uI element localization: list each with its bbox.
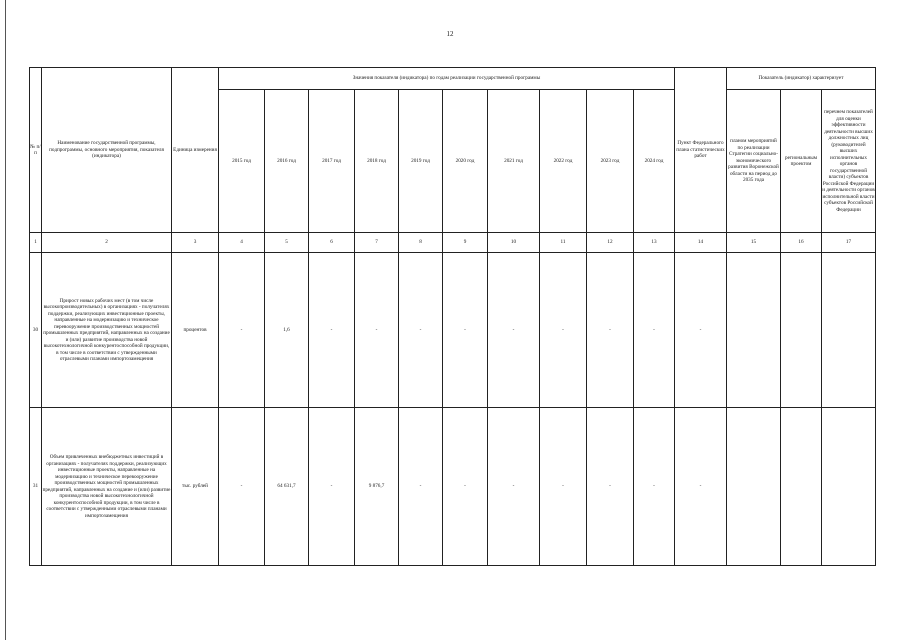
row-strategy xyxy=(727,408,781,566)
col-number: 11 xyxy=(540,233,587,253)
row-regional-project xyxy=(781,408,822,566)
row-value: - xyxy=(309,408,355,566)
col-number: 12 xyxy=(587,233,634,253)
col-number: 17 xyxy=(822,233,876,253)
row-number: 30 xyxy=(30,253,42,408)
row-strategy xyxy=(727,253,781,408)
header-year: 2018 год xyxy=(355,90,399,233)
col-number: 16 xyxy=(781,233,822,253)
row-value: - xyxy=(443,408,488,566)
header-values-group: Значения показателя (индикатора) по годам реализации государственной программы xyxy=(219,68,675,90)
row-value: - xyxy=(443,253,488,408)
row-number: 31 xyxy=(30,408,42,566)
col-number: 9 xyxy=(443,233,488,253)
header-evaluation: перечнем показателей для оценки эффективности деятельности высших должностных лиц (руководителей высших исполнительных органов государственной власти) субъектов Российской Федерации и деятельности органов исполнительной власти субъектов Российской Федерации xyxy=(822,90,876,233)
row-value: - xyxy=(399,253,443,408)
header-federal-plan: Пункт Федерального плана статистических работ xyxy=(675,68,727,233)
header-year: 2022 год xyxy=(540,90,587,233)
indicators-table xyxy=(29,67,876,566)
col-number: 3 xyxy=(172,233,219,253)
header-regional-project: региональным проектом xyxy=(781,90,822,233)
row-evaluation xyxy=(822,253,876,408)
header-year: 2017 год xyxy=(309,90,355,233)
col-number: 2 xyxy=(42,233,172,253)
header-year: 2016 год xyxy=(265,90,309,233)
row-value: - xyxy=(219,408,265,566)
row-value: - xyxy=(399,408,443,566)
col-number: 14 xyxy=(675,233,727,253)
row-value: - xyxy=(634,253,675,408)
header-year: 2020 год xyxy=(443,90,488,233)
col-number: 6 xyxy=(309,233,355,253)
page-edge-line xyxy=(5,0,6,640)
row-value: - xyxy=(355,253,399,408)
row-value: - xyxy=(219,253,265,408)
row-value: 9 876,7 xyxy=(355,408,399,566)
header-strategy: планом мероприятий по реализации Стратегии социально-экономического развития Воронежской области на период до 2035 года xyxy=(727,90,781,233)
table-row xyxy=(30,253,876,408)
col-number: 4 xyxy=(219,233,265,253)
row-federal: - xyxy=(675,253,727,408)
row-value: 1,6 xyxy=(265,253,309,408)
row-value: - xyxy=(634,408,675,566)
header-year: 2023 год xyxy=(587,90,634,233)
row-value: - xyxy=(488,408,540,566)
row-value: - xyxy=(540,408,587,566)
row-value: - xyxy=(587,408,634,566)
row-value: 64 631,7 xyxy=(265,408,309,566)
column-numbers-row xyxy=(30,233,876,253)
col-number: 8 xyxy=(399,233,443,253)
col-number: 1 xyxy=(30,233,42,253)
header-year: 2015 год xyxy=(219,90,265,233)
header-year: 2024 год xyxy=(634,90,675,233)
col-number: 10 xyxy=(488,233,540,253)
col-number: 5 xyxy=(265,233,309,253)
row-value: - xyxy=(540,253,587,408)
header-year: 2021 год xyxy=(488,90,540,233)
row-unit: тыс. рублей xyxy=(172,408,219,566)
col-number: 13 xyxy=(634,233,675,253)
row-name: Прирост новых рабочих мест (в том числе высокопроизводительных) в организациях - получателях поддержки, реализующих инвестиционные проекты, направленные на модернизацию и техническое перевооружение производственных мощностей промышленных предприятий, направленных на создание и (или) развитие производства новой высокотехнологичной конкурентоспособной продукции, в том числе в соответствии с утвержденными отраслевыми планами импортозамещения xyxy=(42,253,172,408)
row-name: Объем привлеченных внебюджетных инвестиций в организациях - получателях поддержки, реализующих инвестиционные проекты, направленные на модернизацию и техническое перевооружение производственных мощностей промышленных предприятий, направленных на создание и (или) развитие производства новой высокотехнологичной конкурентоспособной продукции, в том числе в соответствии с утвержденными отраслевыми планами импортозамещения xyxy=(42,408,172,566)
table-row xyxy=(30,408,876,566)
header-year: 2019 год xyxy=(399,90,443,233)
page-number: 12 xyxy=(446,30,454,38)
col-number: 7 xyxy=(355,233,399,253)
col-number: 15 xyxy=(727,233,781,253)
header-name: Наименование государственной программы, подпрограммы, основного мероприятия, показателя (индикатора) xyxy=(42,68,172,233)
row-value: - xyxy=(309,253,355,408)
header-indicator-group: Показатель (индикатор) характеризует xyxy=(727,68,876,90)
row-evaluation xyxy=(822,408,876,566)
header-unit: Единица измерения xyxy=(172,68,219,233)
row-unit: процентов xyxy=(172,253,219,408)
row-value: - xyxy=(488,253,540,408)
row-value: - xyxy=(587,253,634,408)
row-regional-project xyxy=(781,253,822,408)
row-federal: - xyxy=(675,408,727,566)
header-num: № п/п xyxy=(30,68,42,233)
